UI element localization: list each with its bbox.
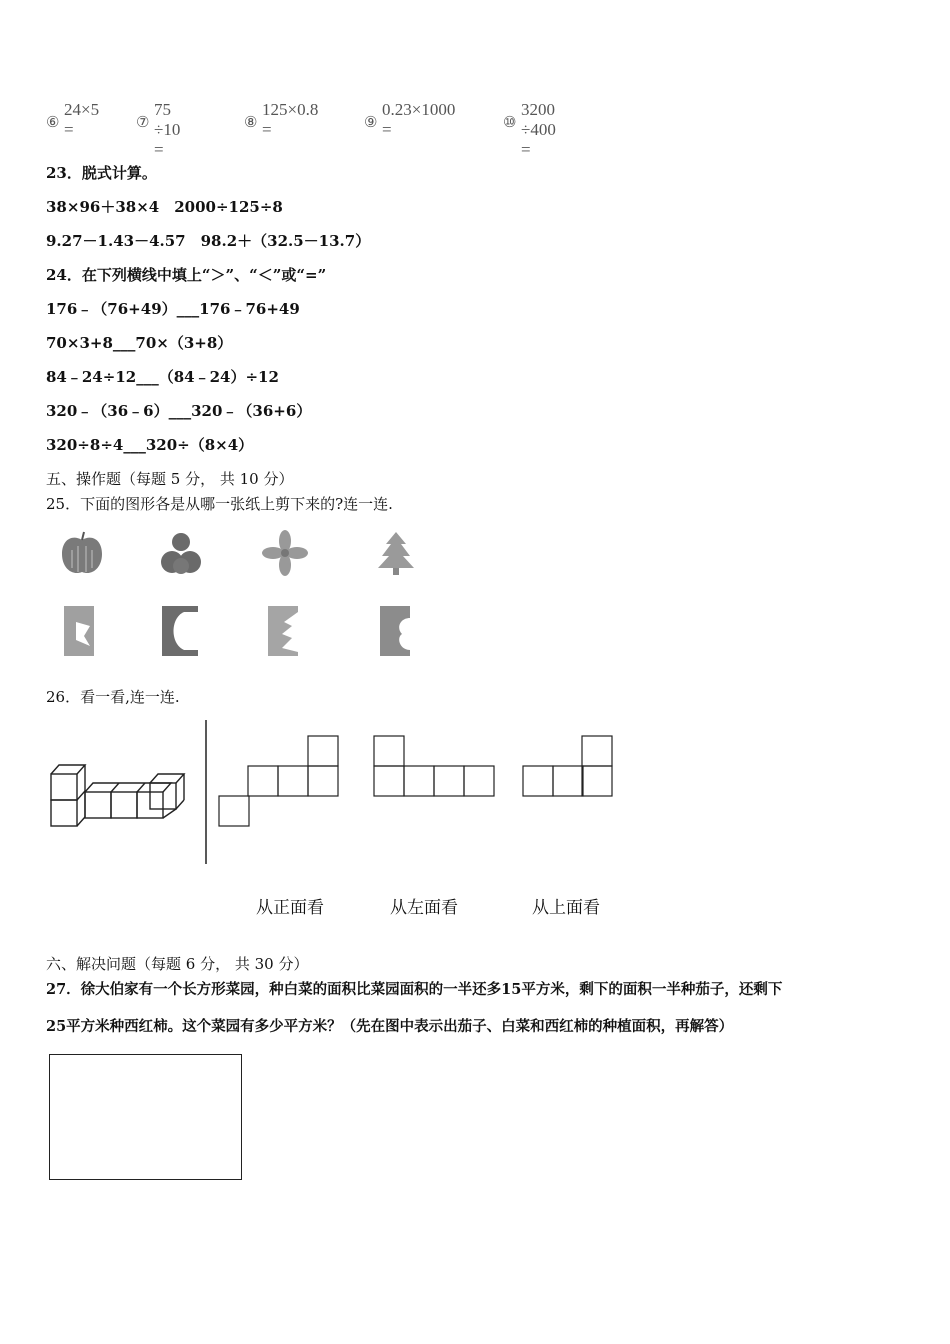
view-shape-1	[218, 734, 342, 828]
apple-shape-icon	[58, 530, 106, 578]
q24-item: 176﹣（76+49）___176﹣76+49	[46, 300, 300, 318]
calc-expression: 24×5 =	[64, 100, 100, 139]
q24-title: 24．在下列横线中填上“＞”、“＜”或“=”	[46, 266, 327, 284]
q24-item: 320÷8÷4___320÷（8×4）	[46, 436, 254, 454]
gourd-shape-icon	[160, 530, 202, 578]
view-label-left: 从左面看	[390, 898, 458, 918]
calc-number: ⑦	[136, 113, 150, 131]
q27-line2: 25平方米种西红柿。这个菜园有多少平方米？（先在图中表示出茄子、白菜和西红柿的种植面积，再解答）	[46, 1018, 734, 1035]
q25-title: 25．下面的图形各是从哪一张纸上剪下来的?连一连.	[46, 495, 393, 513]
paper-piece-icon	[160, 604, 200, 658]
view-label-top: 从上面看	[532, 898, 600, 918]
calc-number: ⑥	[46, 113, 60, 131]
calc-expression: 0.23×1000 =	[382, 100, 456, 139]
paper-piece-icon	[378, 604, 412, 658]
paper-piece-icon	[266, 604, 300, 658]
flower-shape-icon	[262, 530, 308, 576]
q27-line1: 27．徐大伯家有一个长方形菜园，种白菜的面积比菜园面积的一半还多15平方米，剩下的面积一半种茄子，还剩下	[46, 981, 783, 998]
view-label-front: 从正面看	[256, 898, 324, 918]
view-shape-2	[372, 734, 496, 798]
q24-item: 320﹣（36﹣6）___320﹣（36+6）	[46, 402, 312, 420]
q23-line2: 9.27－1.43－4.57 98.2＋（32.5－13.7）	[46, 232, 371, 250]
vertical-divider	[204, 720, 208, 866]
garden-rectangle	[49, 1054, 242, 1180]
view-shape-3	[522, 734, 616, 798]
tree-shape-icon	[376, 530, 416, 576]
q24-item: 70×3+8___70×（3+8）	[46, 334, 233, 352]
calc-expression: 3200 ÷400 =	[521, 100, 556, 159]
q23-title: 23．脱式计算。	[46, 164, 157, 182]
calc-number: ⑩	[503, 113, 517, 131]
section-6-heading: 六、解决问题（每题 6 分， 共 30 分）	[46, 955, 309, 973]
cube-structure-icon	[48, 760, 188, 832]
calc-number: ⑨	[364, 113, 378, 131]
q23-line1: 38×96＋38×4 2000÷125÷8	[46, 198, 283, 216]
paper-piece-icon	[62, 604, 96, 658]
q26-title: 26．看一看,连一连.	[46, 688, 180, 706]
q24-item: 84﹣24÷12___（84﹣24）÷12	[46, 368, 279, 386]
calc-expression: 125×0.8 =	[262, 100, 319, 139]
calc-expression: 75 ÷10 =	[154, 100, 181, 159]
section-5-heading: 五、操作题（每题 5 分， 共 10 分）	[46, 470, 294, 488]
calc-number: ⑧	[244, 113, 258, 131]
